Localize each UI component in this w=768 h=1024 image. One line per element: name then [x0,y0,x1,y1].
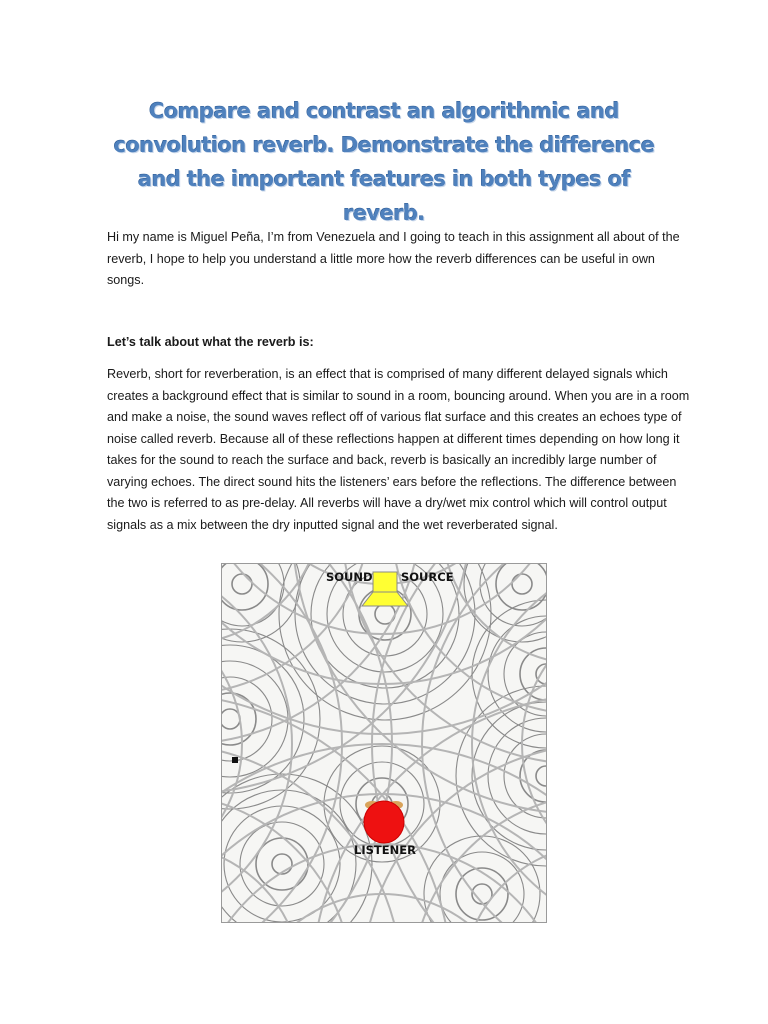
reflection-arc [222,694,452,922]
wave-ring [240,822,324,906]
wave-ring [222,564,284,626]
wave-ring [232,574,252,594]
reflection-arc [222,844,302,922]
wave-ring [272,854,292,874]
source-label-right: SOURCE [401,570,454,584]
wave-ring [256,838,308,890]
reverb-diagram-svg [222,564,546,922]
document-title: Compare and contrast an algorithmic and convolution reverb. Demonstrate the difference and the important features in both types of reverb. [113,99,655,225]
reflection-arc [242,894,522,922]
wave-ring [536,766,546,786]
source-label-left: SOUND [326,570,373,584]
wave-ring [222,564,300,642]
reflection-rings [222,564,546,922]
body-paragraph: Reverb, short for reverberation, is an effect that is comprised of many different delayed signals which creates a background effect that is similar to sound in a room, bouncing around. When you are in a room and make a noise, the sound waves reflect off of various flat surface and this creates an echoes type of noise called reverb. Because all of these reflections happen at different times depending on how long it takes for the sound to reach the surface and back, reverb is basically an incredibly large number of varying echoes. The direct sound hits the listeners’ ears before the reflections. The difference between the two is referred to as pre-delay. All reverbs will have a dry/wet mix control which will control output signals as a mix between the dry inputted signal and the wet reverberated signal. [107,367,690,532]
reverb-diagram [221,563,547,923]
small-marker [232,757,238,763]
wave-ring [512,574,532,594]
listener-label: LISTENER [354,843,416,857]
head-icon [364,801,404,843]
wave-ring [496,564,546,610]
intro-paragraph: Hi my name is Miguel Peña, I’m from Venezuela and I going to teach in this assignment all about of the reverb, I hope to help you understand a little more how the reverb differences can be useful in own songs. [107,230,680,287]
reflection-arc [292,564,546,814]
reflection-arc [312,694,546,922]
section-heading: Let’s talk about what the reverb is: [107,335,314,349]
